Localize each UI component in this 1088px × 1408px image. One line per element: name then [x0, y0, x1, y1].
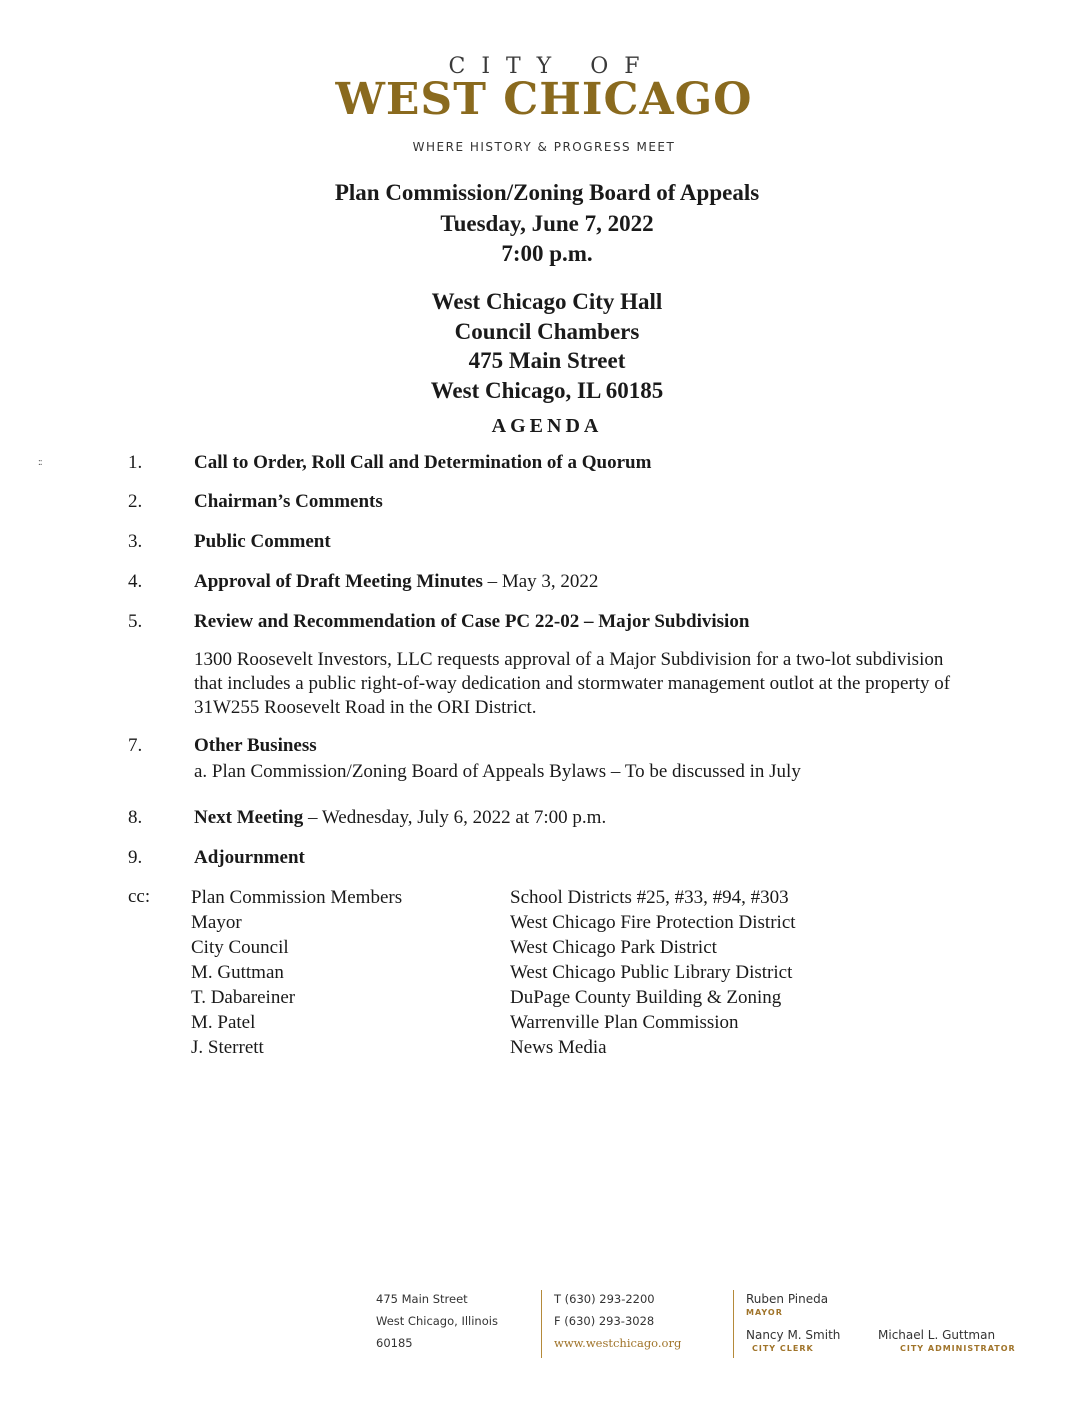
item-title-text: Other Business	[194, 735, 317, 756]
item-number: 9.	[128, 847, 143, 868]
item-number: 4.	[128, 571, 143, 592]
footer-divider	[733, 1290, 734, 1358]
item-title-text: Call to Order, Roll Call and Determination of a Quorum	[194, 452, 652, 473]
footer-mayor	[746, 1292, 828, 1320]
item-7-subitem: a. Plan Commission/Zoning Board of Appeals Bylaws – To be discussed in July	[194, 761, 801, 782]
meeting-room: Council Chambers	[454, 319, 640, 344]
item-title	[194, 735, 317, 757]
cc-recipient: News Media	[510, 1037, 607, 1058]
item-number: 2.	[128, 491, 143, 512]
cc-recipient: City Council	[191, 937, 289, 958]
meeting-city: West Chicago, IL 60185	[430, 378, 664, 403]
footer-phone: T (630) 293-2200	[554, 1292, 655, 1306]
cc-recipient: West Chicago Fire Protection District	[510, 912, 796, 933]
meeting-board: Plan Commission/Zoning Board of Appeals	[334, 180, 760, 205]
letterhead-tagline: WHERE HISTORY & PROGRESS MEET	[412, 140, 676, 154]
item-title	[194, 491, 383, 513]
administrator-name: Michael L. Guttman	[878, 1328, 996, 1342]
footer-fax: F (630) 293-3028	[554, 1314, 655, 1328]
footer-address-line: West Chicago, Illinois	[376, 1314, 498, 1328]
cc-recipient: J. Sterrett	[191, 1037, 264, 1058]
mayor-role: MAYOR	[746, 1308, 783, 1317]
item-title-text: Approval of Draft Meeting Minutes	[194, 571, 483, 592]
cc-recipient: T. Dabareiner	[191, 987, 296, 1008]
cc-recipient: Warrenville Plan Commission	[510, 1012, 739, 1033]
cc-recipient: DuPage County Building & Zoning	[510, 987, 782, 1008]
clerk-name: Nancy M. Smith	[746, 1328, 841, 1342]
item-detail: – May 3, 2022	[482, 571, 599, 592]
item-title	[194, 571, 598, 593]
cc-right-list	[510, 885, 796, 1060]
item-title	[194, 611, 749, 633]
cc-recipient: M. Guttman	[191, 962, 284, 983]
mayor-name: Ruben Pineda	[746, 1292, 829, 1306]
meeting-venue: West Chicago City Hall	[431, 289, 663, 314]
cc-recipient: West Chicago Public Library District	[510, 962, 793, 983]
cc-recipient: Mayor	[191, 912, 242, 933]
footer-divider	[541, 1290, 542, 1358]
item-title-text: Chairman’s Comments	[194, 491, 383, 512]
footer-clerk	[746, 1328, 840, 1356]
administrator-role: CITY ADMINISTRATOR	[900, 1344, 1016, 1353]
letterhead-city-of: CITY OF	[448, 54, 656, 79]
agenda-title: AGENDA	[491, 415, 603, 437]
item-5-description: 1300 Roosevelt Investors, LLC requests approval of a Major Subdivision for a two-lot subdivision that includes a public right-of-way dedication and stormwater management outlot at the property of 31W255 Roosevelt Road in the ORI District.	[194, 649, 951, 718]
item-title-text: Public Comment	[194, 531, 331, 552]
item-title	[194, 847, 305, 869]
cc-left-list	[191, 885, 402, 1060]
item-detail: – Wednesday, July 6, 2022 at 7:00 p.m.	[303, 807, 607, 828]
clerk-role: CITY CLERK	[752, 1344, 814, 1353]
item-number: 3.	[128, 531, 143, 552]
cc-label: cc:	[128, 886, 151, 907]
cc-recipient: M. Patel	[191, 1012, 256, 1033]
item-number: 7.	[128, 735, 143, 756]
cc-recipient: Plan Commission Members	[191, 887, 403, 908]
item-title-text: Next Meeting	[194, 807, 304, 828]
meeting-date: Tuesday, June 7, 2022	[440, 211, 654, 236]
letterhead-city-name: WEST CHICAGO	[335, 74, 753, 125]
item-title	[194, 531, 331, 553]
item-title	[194, 807, 606, 829]
footer-administrator	[878, 1328, 1016, 1356]
footer-contact	[554, 1288, 681, 1354]
item-title-text: Adjournment	[194, 847, 305, 868]
item-title-text: Review and Recommendation of Case PC 22-02 – Major Subdivision	[194, 611, 750, 632]
meeting-street: 475 Main Street	[468, 348, 626, 373]
cc-recipient: School Districts #25, #33, #94, #303	[510, 887, 789, 908]
meeting-time: 7:00 p.m.	[501, 241, 593, 266]
cc-recipient: West Chicago Park District	[510, 937, 717, 958]
item-number: 5.	[128, 611, 143, 632]
footer-address	[376, 1288, 498, 1354]
item-number: 8.	[128, 807, 143, 828]
item-title	[194, 452, 651, 474]
item-number: 1.	[128, 452, 143, 473]
footer-address-line: 475 Main Street	[376, 1292, 468, 1306]
scan-mark: ::	[38, 457, 42, 468]
footer-address-line: 60185	[376, 1336, 413, 1350]
footer-website[interactable]: www.westchicago.org	[554, 1336, 682, 1350]
